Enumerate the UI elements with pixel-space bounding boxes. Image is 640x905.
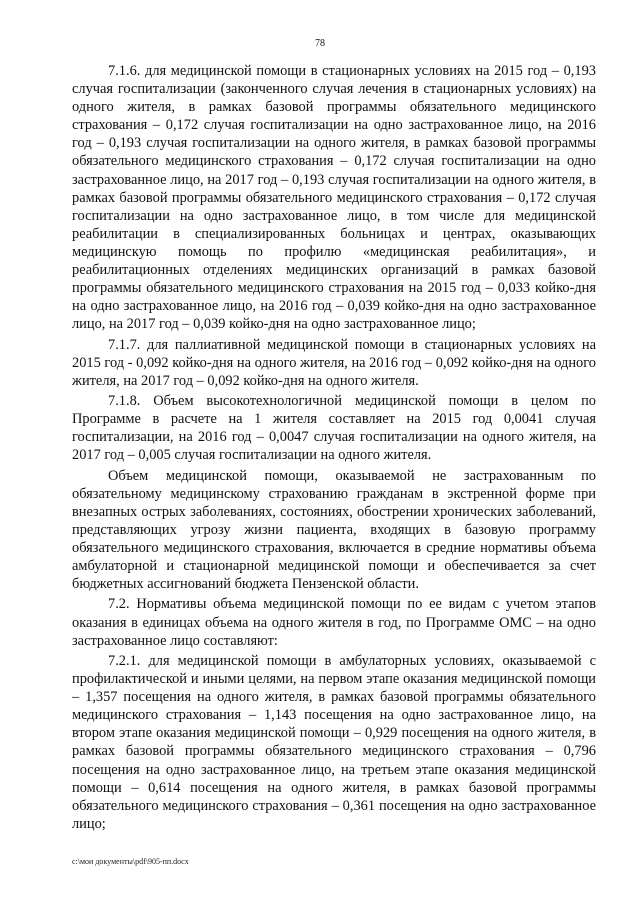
paragraph-7-1-7: 7.1.7. для паллиативной медицинской помощи в стационарных условиях на 2015 год - 0,092 койко-дня на одного жителя, на 2016 год – 0,092 койко-дня на одного жителя, на 2017 год – 0,092 койко-дня на одного жителя. [72, 336, 596, 389]
paragraph-uninsured-volume: Объем медицинской помощи, оказываемой не застрахованным по обязательному медицинскому страхованию гражданам в экстренной форме при внезапных острых заболеваниях, состояниях, обострении хронических заболеваний, представляющих угрозу жизни пациента, входящих в базовую программу обязательного медицинского страхования, включается в средние нормативы объема амбулаторной и стационарной медицинской помощи и обеспечивается за счет бюджетных ассигнований бюджета Пензенской области. [72, 467, 596, 593]
footer-file-path: c:\мои документы\pdf\905-пп.docx [72, 857, 189, 866]
paragraph-7-2: 7.2. Нормативы объема медицинской помощи по ее видам с учетом этапов оказания в единицах объема на одного жителя в год, по Программе ОМС – на одно застрахованное лицо составляют: [72, 596, 596, 649]
paragraph-7-1-8: 7.1.8. Объем высокотехнологичной медицинской помощи в целом по Программе в расчете на 1 жителя составляет на 2015 год 0,0041 случая госпитализации, на 2016 год – 0,0047 случая госпитализации на одного жителя, на 2017 год – 0,005 случая госпитализации на одного жителя. [72, 393, 596, 464]
page-number: 78 [315, 38, 325, 49]
paragraph-7-1-6: 7.1.6. для медицинской помощи в стационарных условиях на 2015 год – 0,193 случая госпитализации (законченного случая лечения в стационарных условиях) на одного жителя, в рамках базовой программы обязательного медицинского страхования – 0,172 случая госпитализации на одно застрахованное лицо, на 2016 год – 0,193 случая госпитализации на одного жителя, в рамках базовой программы обязательного медицинского страхования – 0,172 случая госпитализации на одно застрахованное лицо, на 2017 год – 0,193 случая госпитализации на одного жителя, в рамках базовой программы обязательного медицинского страхования – 0,172 случая госпитализации на одно застрахованное лицо, в том числе для медицинской реабилитации в специализированных больницах и центрах, оказывающих медицинскую помощь по профилю «медицинская реабилитация», и реабилитационных отделениях медицинских организаций в рамках базовой программы обязательного медицинского страхования на 2015 год – 0,033 койко-дня на одно застрахованное лицо, на 2016 год – 0,039 койко-дня на одно застрахованное лицо, на 2017 год – 0,039 койко-дня на одно застрахованное лицо; [72, 63, 596, 333]
document-body [72, 62, 596, 835]
paragraph-7-2-1: 7.2.1. для медицинской помощи в амбулаторных условиях, оказываемой с профилактической и иными целями, на первом этапе оказания медицинской помощи – 1,357 посещения на одного жителя, в рамках базовой программы обязательного медицинского страхования – 1,143 посещения на одно застрахованное лицо, на втором этапе оказания медицинской помощи – 0,929 посещения на одного жителя, в рамках базовой программы обязательного медицинского страхования – 0,796 посещения на одно застрахованное лицо, на третьем этапе оказания медицинской помощи – 0,614 посещения на одного жителя, в рамках базовой программы обязательного медицинского страхования – 0,361 посещения на одно застрахованное лицо; [72, 652, 596, 832]
